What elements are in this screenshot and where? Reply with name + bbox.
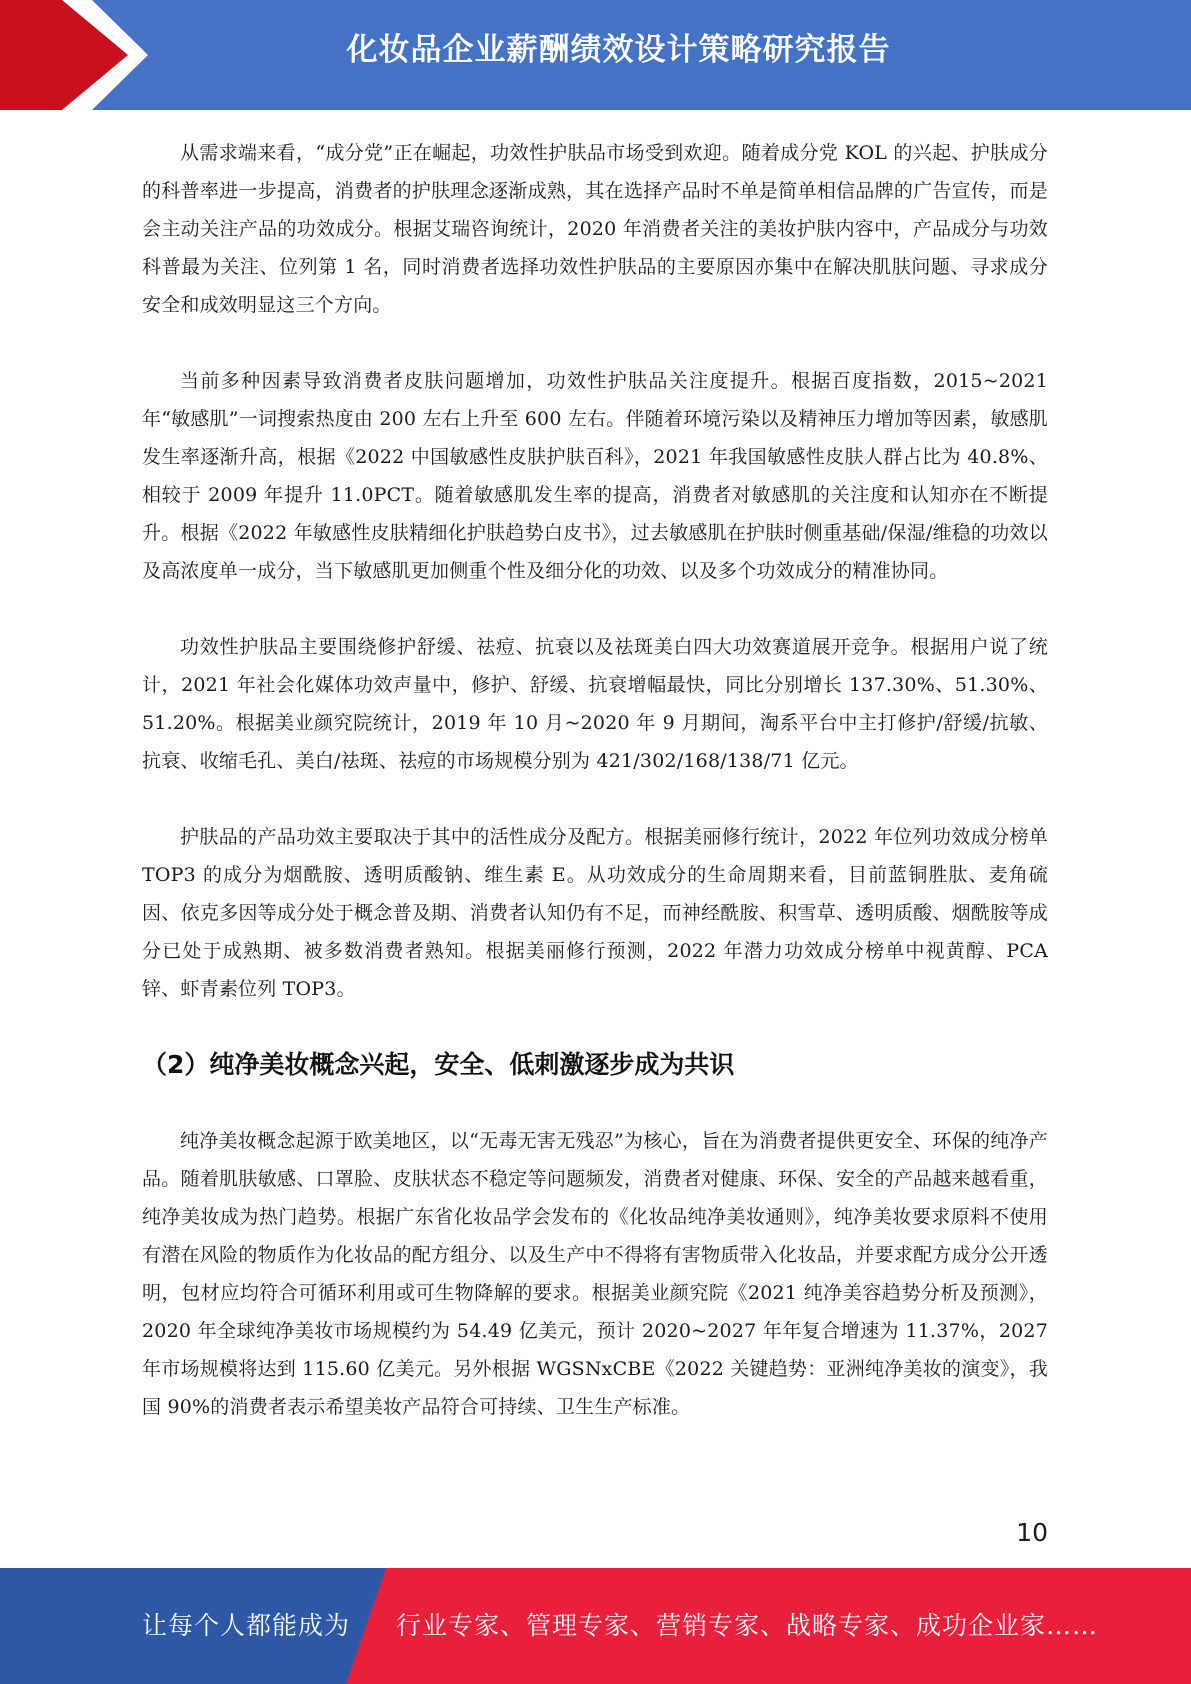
- main-content: [142, 134, 1048, 1426]
- page-header: [0, 0, 1191, 110]
- paragraph-efficacy-tracks: 功效性护肤品主要围绕修护舒缓、祛痘、抗衰以及祛斑美白四大功效赛道展开竞争。根据用户说了统计，2021 年社会化媒体功效声量中，修护、舒缓、抗衰增幅最快，同比分别增长 137.30%、51.30%、51.20%。根据美业颜究院统计，2019 年 10 月~2020 年 9 月期间，淘系平台中主打修护/舒缓/抗敏、抗衰、收缩毛孔、美白/祛斑、祛痘的市场规模分别为 421/302/168/138/71 亿元。: [142, 636, 1048, 772]
- paragraph-demand-side: 从需求端来看，“成分党”正在崛起，功效性护肤品市场受到欢迎。随着成分党 KOL 的兴起、护肤成分的科普率进一步提高，消费者的护肤理念逐渐成熟，其在选择产品时不单是简单相信品牌的广告宣传，而是会主动关注产品的功效成分。根据艾瑞咨询统计，2020 年消费者关注的美妆护肤内容中，产品成分与功效科普最为关注、位列第 1 名，同时消费者选择功效性护肤品的主要原因亦集中在解决肌肤问题、寻求成分安全和成效明显这三个方向。: [142, 142, 1048, 316]
- page-footer: [0, 1568, 1191, 1684]
- paragraph-clean-beauty: 纯净美妆概念起源于欧美地区，以“无毒无害无残忍”为核心，旨在为消费者提供更安全、环保的纯净产品。随着肌肤敏感、口罩脸、皮肤状态不稳定等问题频发，消费者对健康、环保、安全的产品越来越看重，纯净美妆成为热门趋势。根据广东省化妆品学会发布的《化妆品纯净美妆通则》，纯净美妆要求原料不使用有潜在风险的物质作为化妆品的配方组分、以及生产中不得将有害物质带入化妆品，并要求配方成分公开透明，包材应均符合可循环利用或可生物降解的要求。根据美业颜究院《2021 纯净美容趋势分析及预测》，2020 年全球纯净美妆市场规模约为 54.49 亿美元，预计 2020~2027 年年复合增速为 11.37%，2027 年市场规模将达到 115.60 亿美元。另外根据 WGSNxCBE《2022 关键趋势：亚洲纯净美妆的演变》，我国 90%的消费者表示希望美妆产品符合可持续、卫生生产标准。: [142, 1130, 1048, 1418]
- section-heading: （2）纯净美妆概念兴起，安全、低刺激逐步成为共识: [142, 1050, 735, 1079]
- footer-slogan-left: 让每个人都能成为: [142, 1611, 351, 1640]
- paragraph-sensitive-skin: 当前多种因素导致消费者皮肤问题增加，功效性护肤品关注度提升。根据百度指数，2015~2021 年“敏感肌”一词搜索热度由 200 左右上升至 600 左右。伴随着环境污染以及精神压力增加等因素，敏感肌发生率逐渐升高，根据《2022 中国敏感性皮肤护肤百科》，2021 年我国敏感性皮肤人群占比为 40.8%、相较于 2009 年提升 11.0PCT。随着敏感肌发生率的提高，消费者对敏感肌的关注度和认知亦在不断提升。根据《2022 年敏感性皮肤精细化护肤趋势白皮书》，过去敏感肌在护肤时侧重基础/保湿/维稳的功效以及高浓度单一成分，当下敏感肌更加侧重个性及细分化的功效、以及多个功效成分的精准协同。: [142, 370, 1048, 582]
- paragraph-active-ingredients: 护肤品的产品功效主要取决于其中的活性成分及配方。根据美丽修行统计，2022 年位列功效成分榜单 TOP3 的成分为烟酰胺、透明质酸钠、维生素 E。从功效成分的生命周期来看，目前蓝铜胜肽、麦角硫因、依克多因等成分处于概念普及期、消费者认知仍有不足，而神经酰胺、积雪草、透明质酸、烟酰胺等成分已处于成熟期、被多数消费者熟知。根据美丽修行预测，2022 年潜力功效成分榜单中视黄醇、PCA 锌、虾青素位列 TOP3。: [142, 826, 1048, 1000]
- page-number: 10: [1016, 1518, 1048, 1547]
- footer-slogan-right: 行业专家、管理专家、营销专家、战略专家、成功企业家……: [396, 1611, 1099, 1640]
- report-title: 化妆品企业薪酬绩效设计策略研究报告: [346, 32, 891, 68]
